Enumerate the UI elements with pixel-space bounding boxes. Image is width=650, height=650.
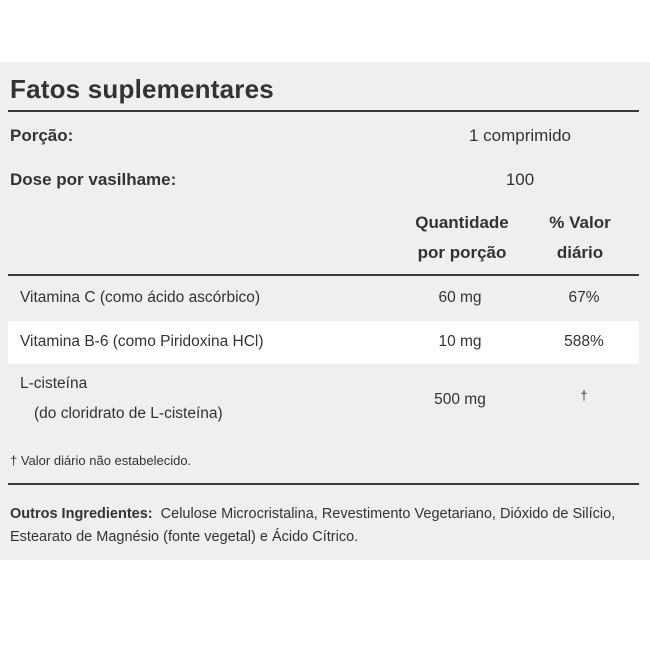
amount-header-line1: Quantidade [415, 213, 509, 232]
dv-header-line1: % Valor [549, 213, 611, 232]
servings-per-container-label: Dose por vasilhame: [10, 170, 177, 189]
nutrient-amount: 60 mg [438, 289, 482, 306]
footnote: † Valor diário não estabelecido. [10, 453, 192, 468]
other-ingredients-text: Celulose Microcristalina, Revestimento Vegetariano, Dióxido de Silício, Estearato de Magnésio (fonte vegetal) e Ácido Cítrico. [10, 506, 616, 545]
nutrient-amount: 10 mg [438, 333, 482, 350]
daily-value-header [530, 208, 630, 268]
nutrient-daily-value: 588% [564, 333, 604, 350]
serving-size-label: Porção: [10, 126, 74, 145]
panel-title: Fatos suplementares [10, 74, 274, 104]
supplement-facts-panel [0, 62, 650, 560]
title-divider [8, 110, 639, 112]
amount-header-line2: por porção [417, 243, 507, 262]
header-divider [8, 274, 639, 276]
nutrient-source: (do cloridrato de L-cisteína) [34, 405, 223, 422]
servings-per-container-value: 100 [505, 170, 535, 189]
nutrient-daily-value: 67% [568, 289, 600, 306]
nutrient-amount: 500 mg [434, 391, 486, 408]
table-row [8, 278, 639, 318]
dv-header-line2: diário [556, 243, 604, 262]
nutrient-name: Vitamina B-6 (como Piridoxina HCl) [20, 333, 264, 350]
footnote-divider [8, 483, 639, 485]
amount-per-serving-header [392, 208, 532, 268]
other-ingredients-label: Outros Ingredientes: [10, 506, 153, 522]
other-ingredients [10, 503, 620, 549]
nutrient-daily-value: † [580, 388, 588, 403]
nutrient-name: Vitamina C (como ácido ascórbico) [20, 289, 261, 306]
serving-size-value: 1 comprimido [468, 126, 572, 145]
nutrient-name: L-cisteína [20, 375, 88, 392]
table-row [8, 321, 639, 364]
table-row [8, 366, 639, 436]
